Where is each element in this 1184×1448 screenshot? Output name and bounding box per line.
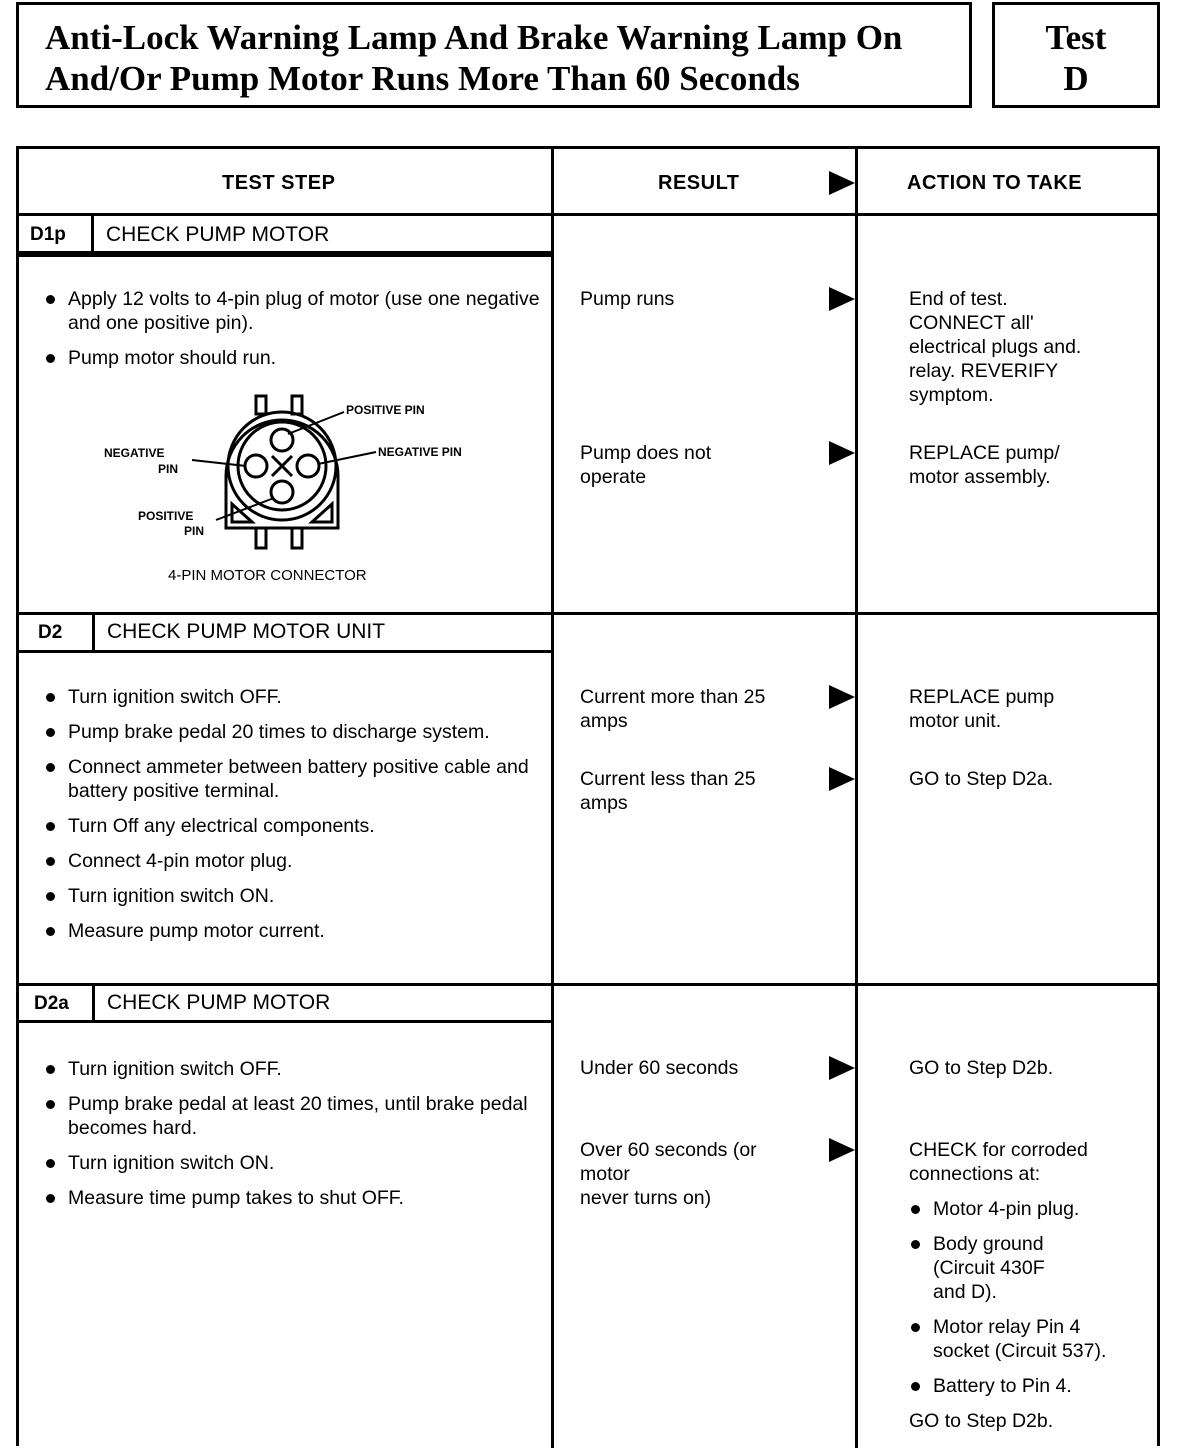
instruction-item: Connect 4-pin motor plug.	[42, 849, 542, 873]
action-text: REPLACE pump motor unit.	[909, 686, 1055, 732]
negative-pin-right	[297, 455, 319, 477]
connector-tab	[256, 396, 266, 414]
step-header-underline	[16, 650, 554, 653]
instruction-item: Pump motor should run.	[42, 346, 542, 370]
row-divider-2	[16, 983, 1160, 986]
instruction-item: Pump brake pedal 20 times to discharge system.	[42, 720, 542, 744]
diagram-label: PIN	[158, 462, 179, 476]
instruction-item: Measure pump motor current.	[42, 919, 542, 943]
instruction-item: Pump brake pedal at least 20 times, until brake pedal becomes hard.	[42, 1092, 542, 1140]
result-text: Under 60 seconds	[580, 1057, 739, 1079]
arrow-icon	[829, 287, 855, 311]
diagram-label: NEGATIVE PIN	[378, 445, 462, 459]
diagram-caption: 4-PIN MOTOR CONNECTOR	[168, 567, 367, 584]
step-header-underline	[16, 1020, 554, 1023]
arrow-icon	[829, 171, 855, 195]
action-text: End of test. CONNECT all' electrical plugs and. relay. REVERIFY symptom.	[909, 288, 1082, 406]
title-box	[16, 2, 972, 108]
column-divider-1	[551, 146, 554, 1448]
action-check-item: Battery to Pin 4.	[907, 1374, 1157, 1398]
step-id-divider	[92, 615, 95, 652]
instruction-item: Measure time pump takes to shut OFF.	[42, 1186, 542, 1210]
instruction-item: Apply 12 volts to 4-pin plug of motor (use one negative and one positive pin).	[42, 287, 542, 335]
action-text: CHECK for corroded connections at:	[909, 1139, 1088, 1185]
instruction-item: Turn ignition switch ON.	[42, 884, 542, 908]
action-text: GO to Step D2b.	[909, 1057, 1054, 1079]
instruction-item: Turn Off any electrical components.	[42, 814, 542, 838]
step-id: D1p	[30, 224, 66, 245]
negative-pin-left	[245, 455, 267, 477]
step-instructions	[42, 287, 542, 381]
result-text: Current less than 25 amps	[580, 768, 756, 814]
result-text: Pump does not operate	[580, 442, 712, 488]
column-divider-2	[855, 146, 858, 1448]
step-title: CHECK PUMP MOTOR	[106, 223, 330, 246]
diagram-label: POSITIVE	[138, 509, 194, 523]
instruction-item: Turn ignition switch OFF.	[42, 1057, 542, 1081]
action-footer: GO to Step D2b.	[909, 1410, 1054, 1432]
step-header-edge	[551, 213, 554, 255]
action-text: GO to Step D2a.	[909, 768, 1054, 790]
test-id-box	[992, 2, 1160, 108]
diagram-label: POSITIVE PIN	[346, 403, 425, 417]
step-instructions	[42, 1057, 542, 1221]
arrow-icon	[829, 685, 855, 709]
step-id: D2a	[34, 993, 69, 1014]
arrow-icon	[829, 1138, 855, 1162]
row-divider-1	[16, 612, 1160, 615]
step-id: D2	[38, 622, 63, 643]
step-title: CHECK PUMP MOTOR UNIT	[107, 620, 386, 643]
header-action: ACTION TO TAKE	[907, 172, 1083, 194]
step-instructions	[42, 685, 542, 954]
connector-tab	[292, 528, 302, 548]
step-id-divider	[92, 986, 95, 1022]
arrow-icon	[829, 767, 855, 791]
result-text: Over 60 seconds (or motor never turns on)	[580, 1139, 757, 1209]
instruction-item: Turn ignition switch ON.	[42, 1151, 542, 1175]
action-check-item: Motor 4-pin plug.	[907, 1197, 1157, 1221]
header-result: RESULT	[658, 172, 740, 194]
step-header-underline	[16, 254, 554, 257]
result-text: Pump runs	[580, 288, 675, 310]
arrow-icon	[829, 441, 855, 465]
step-title: CHECK PUMP MOTOR	[107, 991, 331, 1014]
connector-tab	[256, 528, 266, 548]
diagram-label: NEGATIVE	[104, 446, 165, 460]
action-check-item: Motor relay Pin 4 socket (Circuit 537).	[907, 1315, 1157, 1363]
instruction-item: Turn ignition switch OFF.	[42, 685, 542, 709]
connector-key	[272, 456, 292, 476]
action-checklist	[907, 1197, 1157, 1409]
action-text: REPLACE pump/ motor assembly.	[909, 442, 1060, 488]
header-divider	[16, 213, 1160, 216]
arrow-icon	[829, 1056, 855, 1080]
instruction-item: Connect ammeter between battery positive cable and battery positive terminal.	[42, 755, 542, 803]
result-text: Current more than 25 amps	[580, 686, 766, 732]
positive-pin-bottom	[271, 481, 293, 503]
diagram-label: PIN	[184, 524, 205, 538]
step-id-divider	[91, 216, 94, 254]
page-title: Anti-Lock Warning Lamp And Brake Warning Lamp On And/Or Pump Motor Runs More Than 60 Seconds	[45, 18, 903, 98]
motor-connector-diagram	[96, 390, 516, 590]
corner-notch	[312, 504, 332, 522]
test-id: Test D	[1045, 18, 1107, 98]
connector-tab	[292, 396, 302, 414]
action-check-item: Body ground (Circuit 430F and D).	[907, 1232, 1157, 1304]
header-test-step: TEST STEP	[222, 172, 336, 194]
